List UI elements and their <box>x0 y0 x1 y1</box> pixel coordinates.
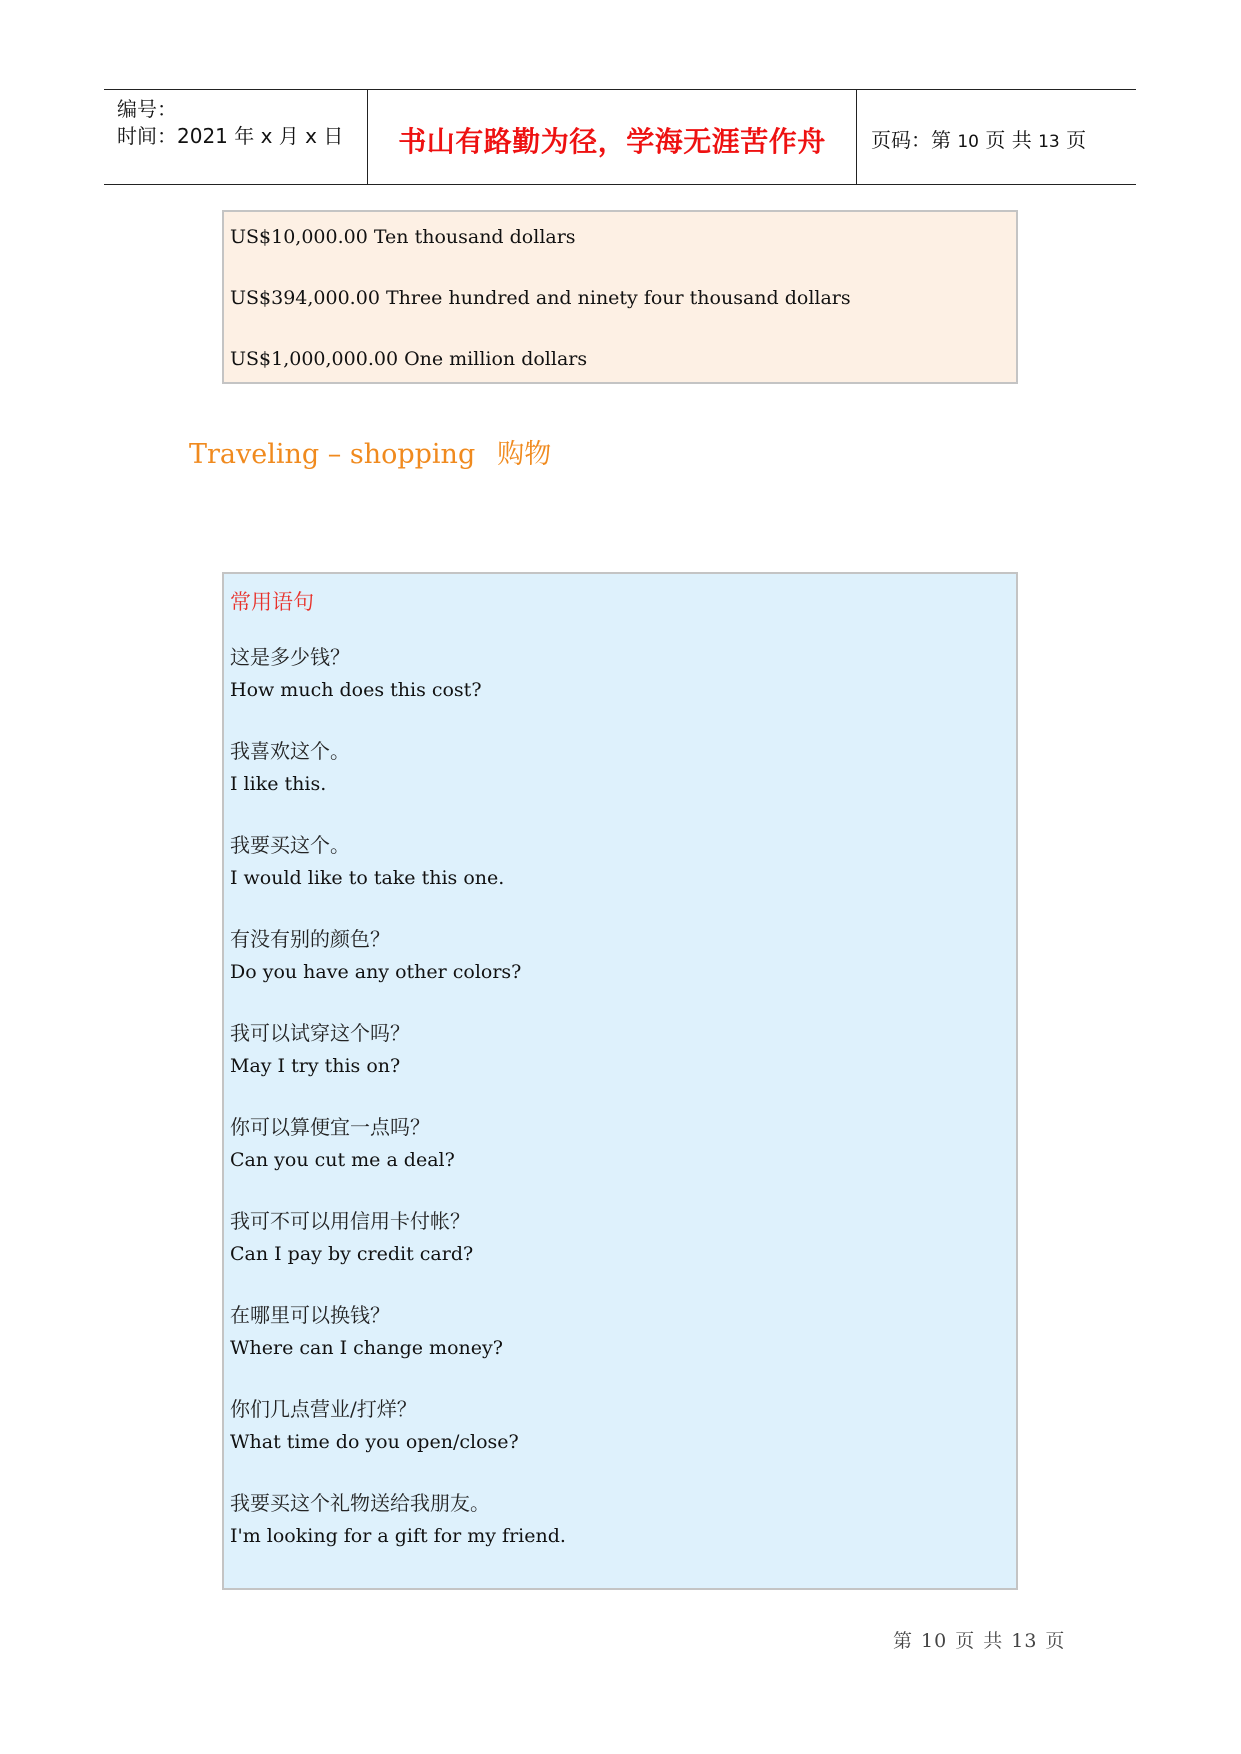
phrase-pair <box>230 1303 503 1360</box>
phrase-zh: 有没有别的颜色？ <box>230 927 390 951</box>
phrase-zh: 这是多少钱？ <box>230 645 350 669</box>
phrase-en: I would like to take this one. <box>230 867 505 889</box>
header-page-mid: 页 共 <box>979 128 1039 152</box>
footer-mid: 页 <box>955 1630 976 1652</box>
section-heading-zh: 购物 <box>497 439 552 470</box>
phrase-zh: 我可不可以用信用卡付帐？ <box>230 1209 470 1233</box>
footer-gong: 共 <box>983 1630 1004 1652</box>
amount-line: US$1,000,000.00 One million dollars <box>230 348 588 370</box>
phrase-en: I like this. <box>230 773 327 795</box>
phrases-box-title: 常用语句 <box>230 590 314 614</box>
phrase-pair <box>230 1491 566 1548</box>
phrase-pair <box>230 927 521 984</box>
phrase-zh: 我喜欢这个。 <box>230 739 350 763</box>
phrase-pair <box>230 833 504 890</box>
amount-line: US$394,000.00 Three hundred and ninety four thousand dollars <box>230 287 851 309</box>
common-phrases-box <box>222 572 1018 1590</box>
footer-suffix: 页 <box>1045 1630 1066 1652</box>
doc-time-label: 时间：2021 年 x 月 x 日 <box>117 124 344 148</box>
phrase-pair <box>230 1115 455 1172</box>
phrase-en: What time do you open/close? <box>230 1431 519 1453</box>
phrase-zh: 你们几点营业/打烊？ <box>230 1397 417 1421</box>
phrase-en: Do you have any other colors? <box>230 961 522 983</box>
section-heading-en: Traveling – shopping <box>189 439 476 470</box>
header-page-suffix: 页 <box>1059 128 1087 152</box>
doc-number-label: 编号： <box>117 97 177 121</box>
phrase-zh: 我可以试穿这个吗？ <box>230 1021 410 1045</box>
phrase-pair <box>230 1209 473 1266</box>
phrase-en: I'm looking for a gift for my friend. <box>230 1525 566 1547</box>
phrase-en: May I try this on? <box>230 1055 401 1077</box>
footer-total-pages: 13 <box>1011 1630 1038 1652</box>
header-motto-cell <box>368 90 857 184</box>
phrase-zh: 在哪里可以换钱？ <box>230 1303 390 1327</box>
phrase-pair <box>230 739 350 796</box>
header-page-prefix: 页码：第 <box>871 128 958 152</box>
phrase-en: Can I pay by credit card? <box>230 1243 474 1265</box>
header-page-indicator <box>871 124 1086 153</box>
phrase-en: Can you cut me a deal? <box>230 1149 455 1171</box>
header-page-cell <box>857 90 1136 184</box>
footer-current-page: 10 <box>921 1630 948 1652</box>
amount-line: US$10,000.00 Ten thousand dollars <box>230 226 576 248</box>
footer-prefix: 第 <box>893 1630 914 1652</box>
phrase-pair <box>230 1021 410 1078</box>
section-heading <box>189 432 551 471</box>
amount-examples-box <box>222 210 1018 384</box>
phrase-pair <box>230 645 482 702</box>
document-header <box>104 89 1136 185</box>
phrase-pair <box>230 1397 519 1454</box>
header-meta-cell <box>104 90 368 184</box>
footer-page-number <box>893 1626 1073 1653</box>
header-motto: 书山有路勤为径，学海无涯苦作舟 <box>398 125 826 158</box>
phrase-en: Where can I change money? <box>230 1337 503 1359</box>
header-page-total: 13 <box>1038 132 1060 152</box>
phrase-zh: 我要买这个。 <box>230 833 350 857</box>
phrase-zh: 我要买这个礼物送给我朋友。 <box>230 1491 490 1515</box>
phrase-en: How much does this cost? <box>230 679 482 701</box>
phrase-zh: 你可以算便宜一点吗？ <box>230 1115 430 1139</box>
header-page-current: 10 <box>957 132 979 152</box>
